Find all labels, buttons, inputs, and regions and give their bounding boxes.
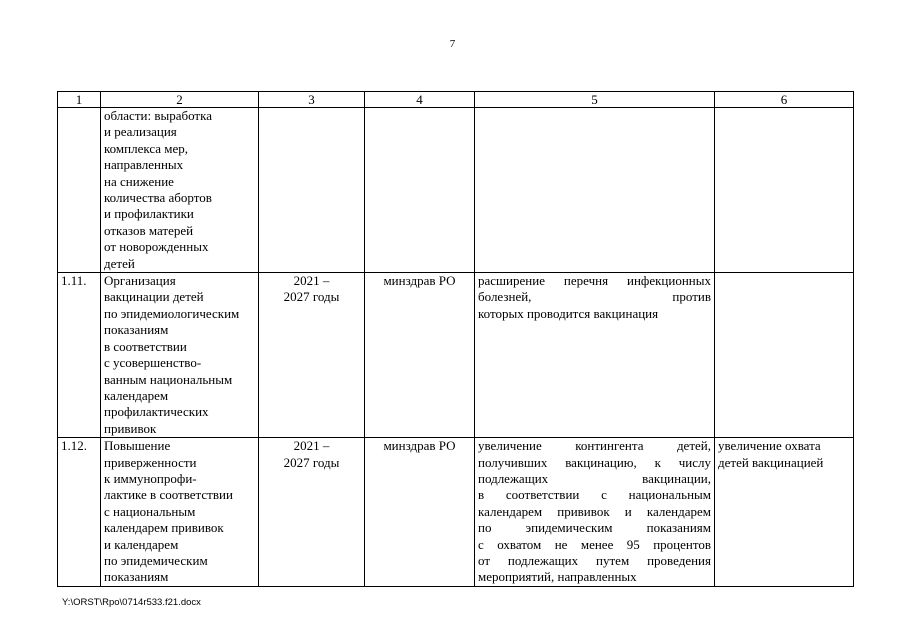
executor-cell	[365, 108, 475, 273]
table-row	[58, 108, 854, 273]
cell-line: 2027 годы	[283, 289, 340, 305]
cell-line: Организация	[104, 273, 176, 289]
cell-line: увеличение охвата	[718, 438, 821, 454]
cell-line: прививок	[104, 420, 157, 436]
column-header: 5	[475, 92, 715, 108]
executor: минздрав РО	[383, 273, 456, 289]
cell-line: показаниям	[104, 569, 169, 585]
cell-line: отказов матерей	[104, 222, 194, 238]
cell-line: по эпидемиологическим	[104, 305, 240, 321]
cell-line: и календарем	[104, 536, 179, 552]
measure-name-cell	[101, 108, 259, 273]
cell-line: от новорожденных	[104, 239, 209, 255]
cell-line: мероприятий, направленных	[478, 569, 637, 585]
executor-cell	[365, 273, 475, 438]
column-header: 6	[715, 92, 854, 108]
item-number-cell	[58, 108, 101, 273]
cell-line: 2021 –	[293, 438, 330, 454]
indicator-cell	[715, 108, 854, 273]
cell-line: которых проводится вакцинация	[478, 305, 659, 321]
cell-line: в соответствии с национальным	[478, 487, 711, 503]
indicator-cell	[715, 438, 854, 587]
executor-cell	[365, 438, 475, 587]
cell-line: профилактических	[104, 404, 209, 420]
expected-result-cell	[475, 273, 715, 438]
cell-line: с охватом не менее 95 процентов	[478, 536, 711, 552]
cell-line: от подлежащих путем проведения	[478, 552, 711, 568]
cell-line: комплекса мер,	[104, 140, 189, 156]
period-cell	[259, 273, 365, 438]
cell-line: подлежащих вакцинации,	[478, 470, 711, 486]
indicator-cell	[715, 273, 854, 438]
period-cell	[259, 438, 365, 587]
column-header: 3	[259, 92, 365, 108]
cell-line: детей	[104, 255, 135, 271]
cell-line: показаниям	[104, 322, 169, 338]
table-row	[58, 273, 854, 438]
table-row	[58, 438, 854, 587]
cell-line: с национальным	[104, 503, 196, 519]
cell-line: расширение перечня инфекционных болезней, против	[478, 273, 711, 305]
cell-line: Повышение	[104, 438, 171, 454]
cell-line: детей вакцинацией	[718, 454, 824, 470]
cell-line: по эпидемическим	[104, 552, 208, 568]
column-header: 2	[101, 92, 259, 108]
cell-line: 2027 годы	[283, 454, 340, 470]
cell-line: ванным национальным	[104, 371, 233, 387]
expected-result-cell	[475, 108, 715, 273]
table-header-row	[58, 92, 854, 108]
page-number: 7	[449, 38, 456, 50]
cell-line: к иммунопрофи-	[104, 470, 197, 486]
executor: минздрав РО	[383, 438, 456, 454]
cell-line: увеличение контингента детей,	[478, 438, 711, 454]
cell-line: и профилактики	[104, 206, 194, 222]
item-number-cell	[58, 438, 101, 587]
cell-line: и реализация	[104, 124, 177, 140]
cell-line: вакцинации детей	[104, 289, 204, 305]
cell-line: получивших вакцинацию, к числу	[478, 454, 711, 470]
cell-line: с усовершенство-	[104, 355, 202, 371]
cell-line: направленных	[104, 157, 184, 173]
cell-line: количества абортов	[104, 190, 212, 206]
item-number-cell	[58, 273, 101, 438]
cell-line: календарем прививок и календарем	[478, 503, 711, 519]
expected-result-cell	[475, 438, 715, 587]
cell-line: на снижение	[104, 173, 174, 189]
cell-line: календарем	[104, 387, 169, 403]
item-number: 1.12.	[61, 438, 87, 454]
measures-table	[57, 91, 854, 587]
cell-line: в соответствии	[104, 338, 187, 354]
cell-line: приверженности	[104, 454, 197, 470]
file-path-footer: Y:\ORST\Rpo\0714r533.f21.docx	[62, 597, 201, 608]
period-cell	[259, 108, 365, 273]
measure-name-cell	[101, 273, 259, 438]
column-header: 4	[365, 92, 475, 108]
column-header: 1	[58, 92, 101, 108]
cell-line: календарем прививок	[104, 520, 224, 536]
measure-name-cell	[101, 438, 259, 587]
cell-line: лактике в соответствии	[104, 487, 233, 503]
item-number: 1.11.	[61, 273, 87, 289]
cell-line: области: выработка	[104, 108, 212, 123]
cell-line: 2021 –	[293, 273, 330, 289]
cell-line: по эпидемическим показаниям	[478, 520, 711, 536]
